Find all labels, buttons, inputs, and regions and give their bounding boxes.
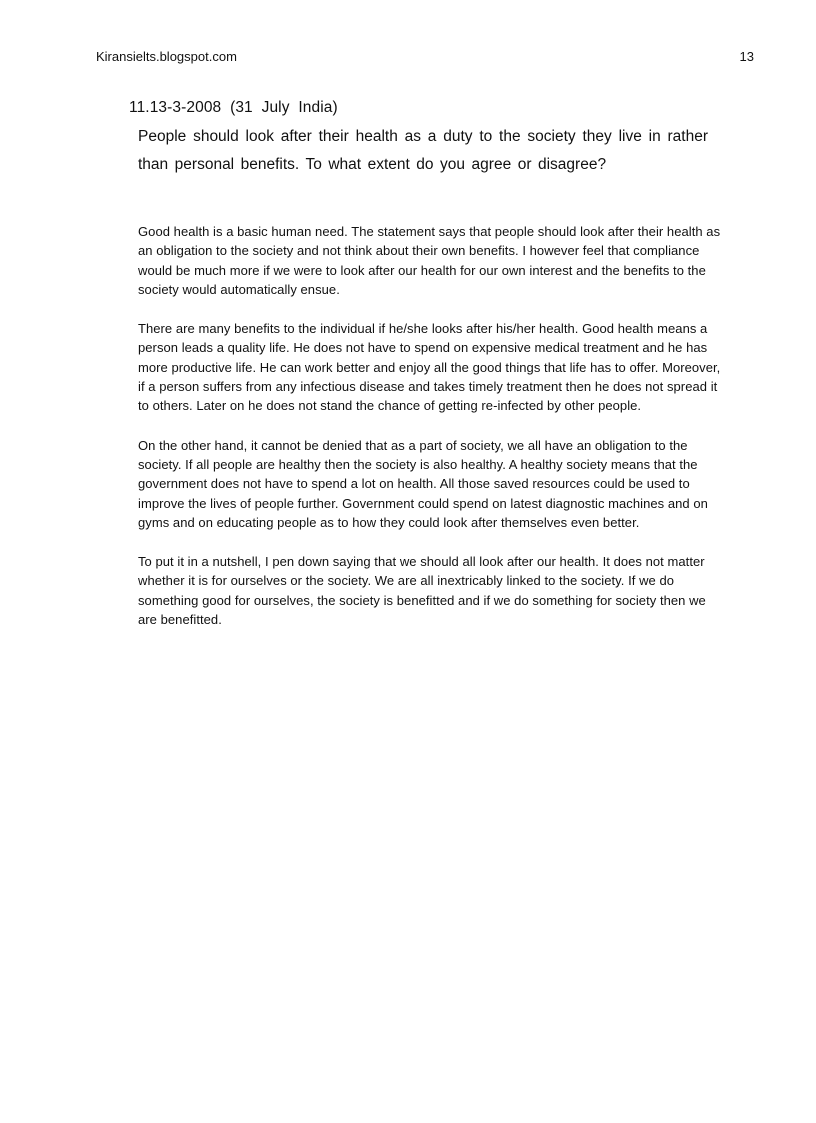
essay-paragraph-conclusion: To put it in a nutshell, I pen down saying that we should all look after our health. It does not matter whether it is for ourselves or the society. We are all inextricably linked to the society. If we do something good for ourselves, the society is benefitted and if we do something for society then we are benefitted. (138, 554, 706, 628)
essay-paragraph-society-obligation: On the other hand, it cannot be denied that as a part of society, we all have an obligation to the society. If all people are healthy then the society is also healthy. A healthy society means that the government does not have to spend a lot on health. All those saved resources could be used to improve the lives of people further. Government could spend on latest diagnostic machines and on gyms and on educating people as to how they could look after themselves even better. (138, 437, 708, 530)
page-number: 13 (739, 49, 754, 64)
essay-paragraph-individual-benefits: There are many benefits to the individual if he/she looks after his/her health. Good health means a person leads a quality life. He does not have to spend on expensive medical treatment and he has more productive life. He can work better and enjoy all the good things that life has to offer. Moreover, if a person suffers from any infectious disease and takes timely treatment then he does not spread it to others. Later on he does not stand the chance of getting re-infected by other people. (138, 321, 721, 414)
essay-paragraph-intro: Good health is a basic human need. The statement says that people should look after their health as an obligation to the society and not think about their own benefits. I however feel that compliance would be much more if we were to look after our health for our own interest and the benefits to the society would automatically ensue. (138, 224, 721, 297)
site-name: Kiransielts.blogspot.com (96, 49, 237, 64)
question-number: 11.13-3-2008 (31 July India) (129, 99, 338, 116)
essay-body (138, 222, 723, 649)
page-header (96, 48, 754, 66)
essay-prompt: People should look after their health as a duty to the society they live in rather than personal benefits. To what extent do you agree or disagree? (138, 128, 708, 173)
